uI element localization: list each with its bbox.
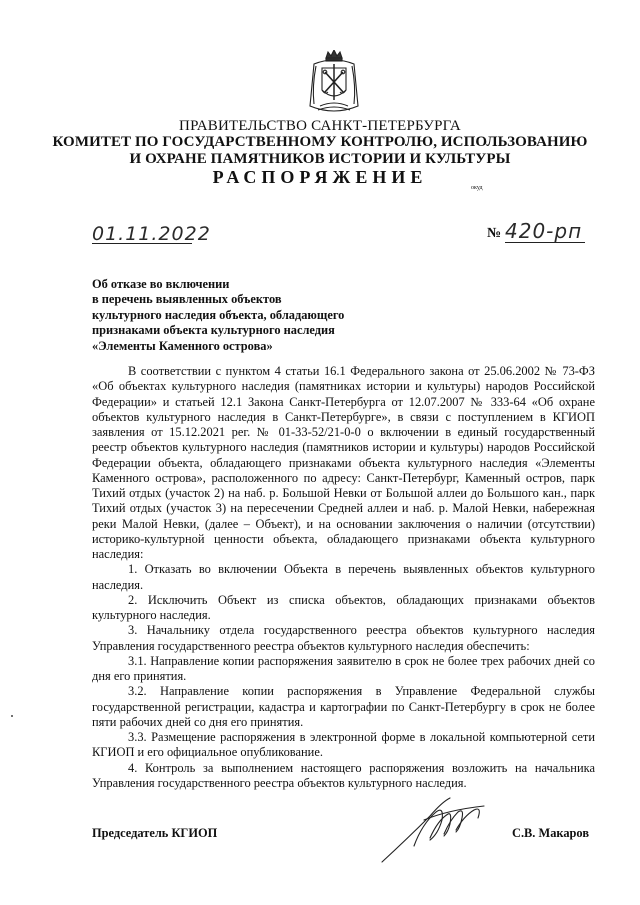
signatory-name: С.В. Макаров [512,826,590,840]
coat-of-arms-icon [306,50,362,116]
document-date: 01.11.2022 [92,223,211,245]
government-name: ПРАВИТЕЛЬСТВО САНКТ-ПЕТЕРБУРГА [179,118,461,134]
committee-name-line2: И ОХРАНЕ ПАМЯТНИКОВ ИСТОРИИ И КУЛЬТУРЫ [129,151,511,167]
subject-line: в перечень выявленных объектов [92,292,282,307]
subject-line: «Элементы Каменного острова» [92,338,273,353]
subject-line: культурного наследия объекта, обладающего [92,307,345,322]
order-item-3: 3. Начальнику отдела государственного реестра объектов культурного наследия Управления государственного реестра объектов культурного наследия обеспечить: [92,623,595,653]
scan-speck [10,714,14,718]
order-item-3-1: 3.1. Направление копии распоряжения заявителю в срок не более трех рабочих дней со дня его принятия. [92,653,595,683]
subject-line: Об отказе во включении [92,277,230,291]
document-body [92,364,595,791]
order-item-3-3: 3.3. Размещение распоряжения в электронной форме в локальной компьютерной сети КГИОП и его официальное опубликование. [92,730,595,760]
document-subject [92,277,412,354]
subject-line: признаками объекта культурного наследия [92,323,335,338]
committee-name-line1: КОМИТЕТ ПО ГОСУДАРСТВЕННОМУ КОНТРОЛЮ, ИСПОЛЬЗОВАНИЮ [52,134,588,150]
number-sign: № [487,226,502,241]
document-number: 420-рп [505,220,585,243]
signatory-position: Председатель КГИОП [92,826,218,840]
preamble-paragraph: В соответствии с пунктом 4 статьи 16.1 Федерального закона от 25.06.2002 № 73-ФЗ «Об объектах культурного наследия (памятниках истории и культуры) народов Российской Федерации» и статьей 12.1 Закона Санкт-Петербурга от 12.07.2007 № 333-64 «Об охране объектов культурного наследия в Санкт-Петербурге», в связи с поступлением в КГИОП заявления от 15.12.2021 рег. № 01-33-52/21-0-0 о включении в единый государственный реестр объектов культурного наследия (памятников истории и культуры) народов Российской Федерации объекта, обладающего признаками объекта культурного наследия «Элементы Каменного острова», расположенного по адресу: Санкт-Петербург, Каменный остров, парк Тихий отдых (участок 2) на наб. р. Большой Невки от Большой аллеи до Большого кан., парк Тихий отдых (участок 3) на пересечении Средней аллеи и наб. р. Малой Невки, набережная реки Малой Невки, (далее – Объект), и на основании заключения о наличии (отсутствии) историко-культурной ценности объекта, обладающего признаками объекта культурного наследия: [92,364,595,561]
order-item-4: 4. Контроль за выполнением настоящего распоряжения возложить на начальника Управления государственного реестра объектов культурного наследия. [92,760,595,790]
okud-code: окуд [471,185,483,191]
document-type-title: РАСПОРЯЖЕНИЕ [212,167,428,187]
order-item-2: 2. Исключить Объект из списка объектов, обладающих признаками объектов культурного наследия. [92,592,595,622]
order-item-3-2: 3.2. Направление копии распоряжения в Управление Федеральной службы государственной регистрации, кадастра и картографии по Санкт-Петербургу в срок не более пяти рабочих дней со дня его принятия. [92,684,595,729]
handwritten-signature-icon [378,790,488,870]
order-item-1: 1. Отказать во включении Объекта в перечень выявленных объектов культурного наследия. [92,562,595,592]
